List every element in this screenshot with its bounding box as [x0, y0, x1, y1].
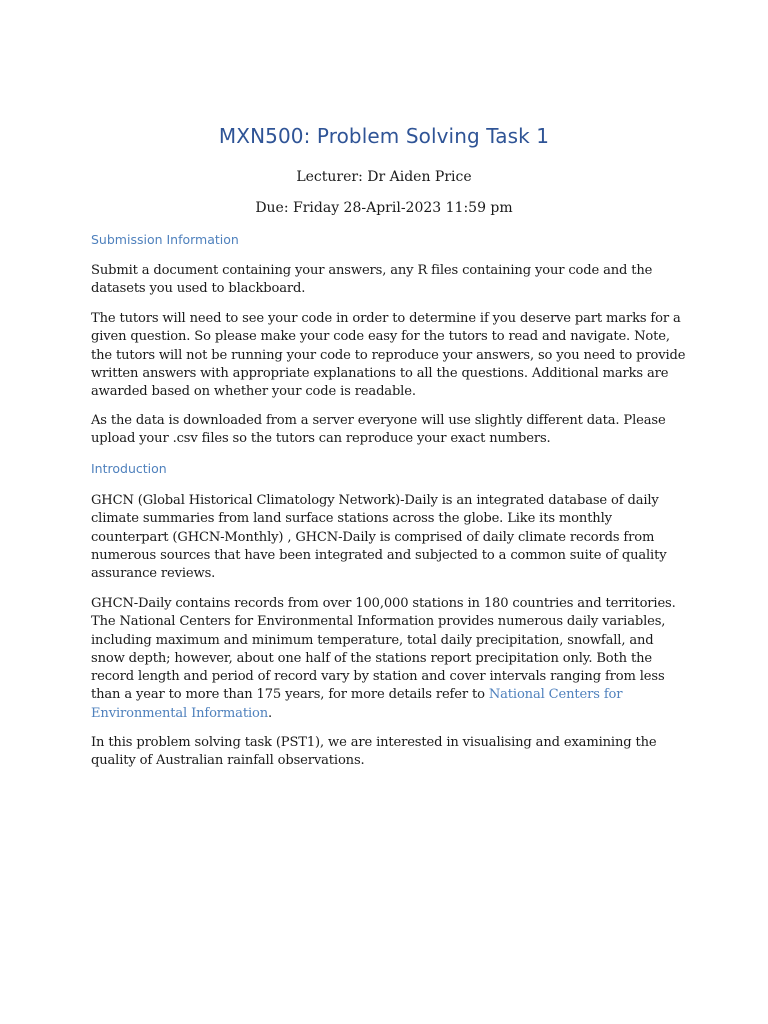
document-title: MXN500: Problem Solving Task 1: [218, 124, 550, 148]
introduction-heading: Introduction: [91, 461, 167, 476]
due-date-line: Due: Friday 28-April-2023 11:59 pm: [255, 200, 513, 216]
submission-information-heading: Submission Information: [91, 232, 239, 247]
ncei-link[interactable]: National Centers for Environmental Information: [91, 687, 623, 721]
introduction-paragraph-2: [91, 595, 691, 723]
introduction-paragraph-2-end: .: [268, 705, 273, 721]
introduction-paragraph-3: In this problem solving task (PST1), we are interested in visualising and examining the quality of Australian rainfall observations.: [91, 735, 657, 769]
introduction-paragraph-1: GHCN (Global Historical Climatology Network)-Daily is an integrated database of daily climate summaries from land surface stations across the globe. Like its monthly counterpart (GHCN-Monthly) , GHCN-Daily is comprised of daily climate records from numerous sources that have been integrated and subjected to a common suite of quality assurance reviews.: [91, 493, 667, 582]
submission-paragraph-3: As the data is downloaded from a server everyone will use slightly different data. Please upload your .csv files so the tutors can reproduce your exact numbers.: [91, 413, 666, 447]
submission-paragraph-1: Submit a document containing your answers, any R files containing your code and the datasets you used to blackboard.: [91, 263, 653, 297]
lecturer-line: Lecturer: Dr Aiden Price: [296, 169, 472, 185]
submission-paragraph-2: The tutors will need to see your code in order to determine if you deserve part marks for a given question. So please make your code easy for the tutors to read and navigate. Note, the tutors will not be running your code to reproduce your answers, so you need to provide written answers with appropriate explanations to all the questions. Additional marks are awarded based on whether your code is readable.: [91, 311, 686, 400]
introduction-paragraph-2-text: GHCN-Daily contains records from over 100,000 stations in 180 countries and territories. The National Centers for Environmental Information provides numerous daily variables, including maximum and minimum temperature, total daily precipitation, snowfall, and snow depth; however, about one half of the stations report precipitation only. Both the record length and period of record vary by station and cover intervals ranging from less than a year to more than 175 years, for more details refer to: [91, 596, 676, 703]
